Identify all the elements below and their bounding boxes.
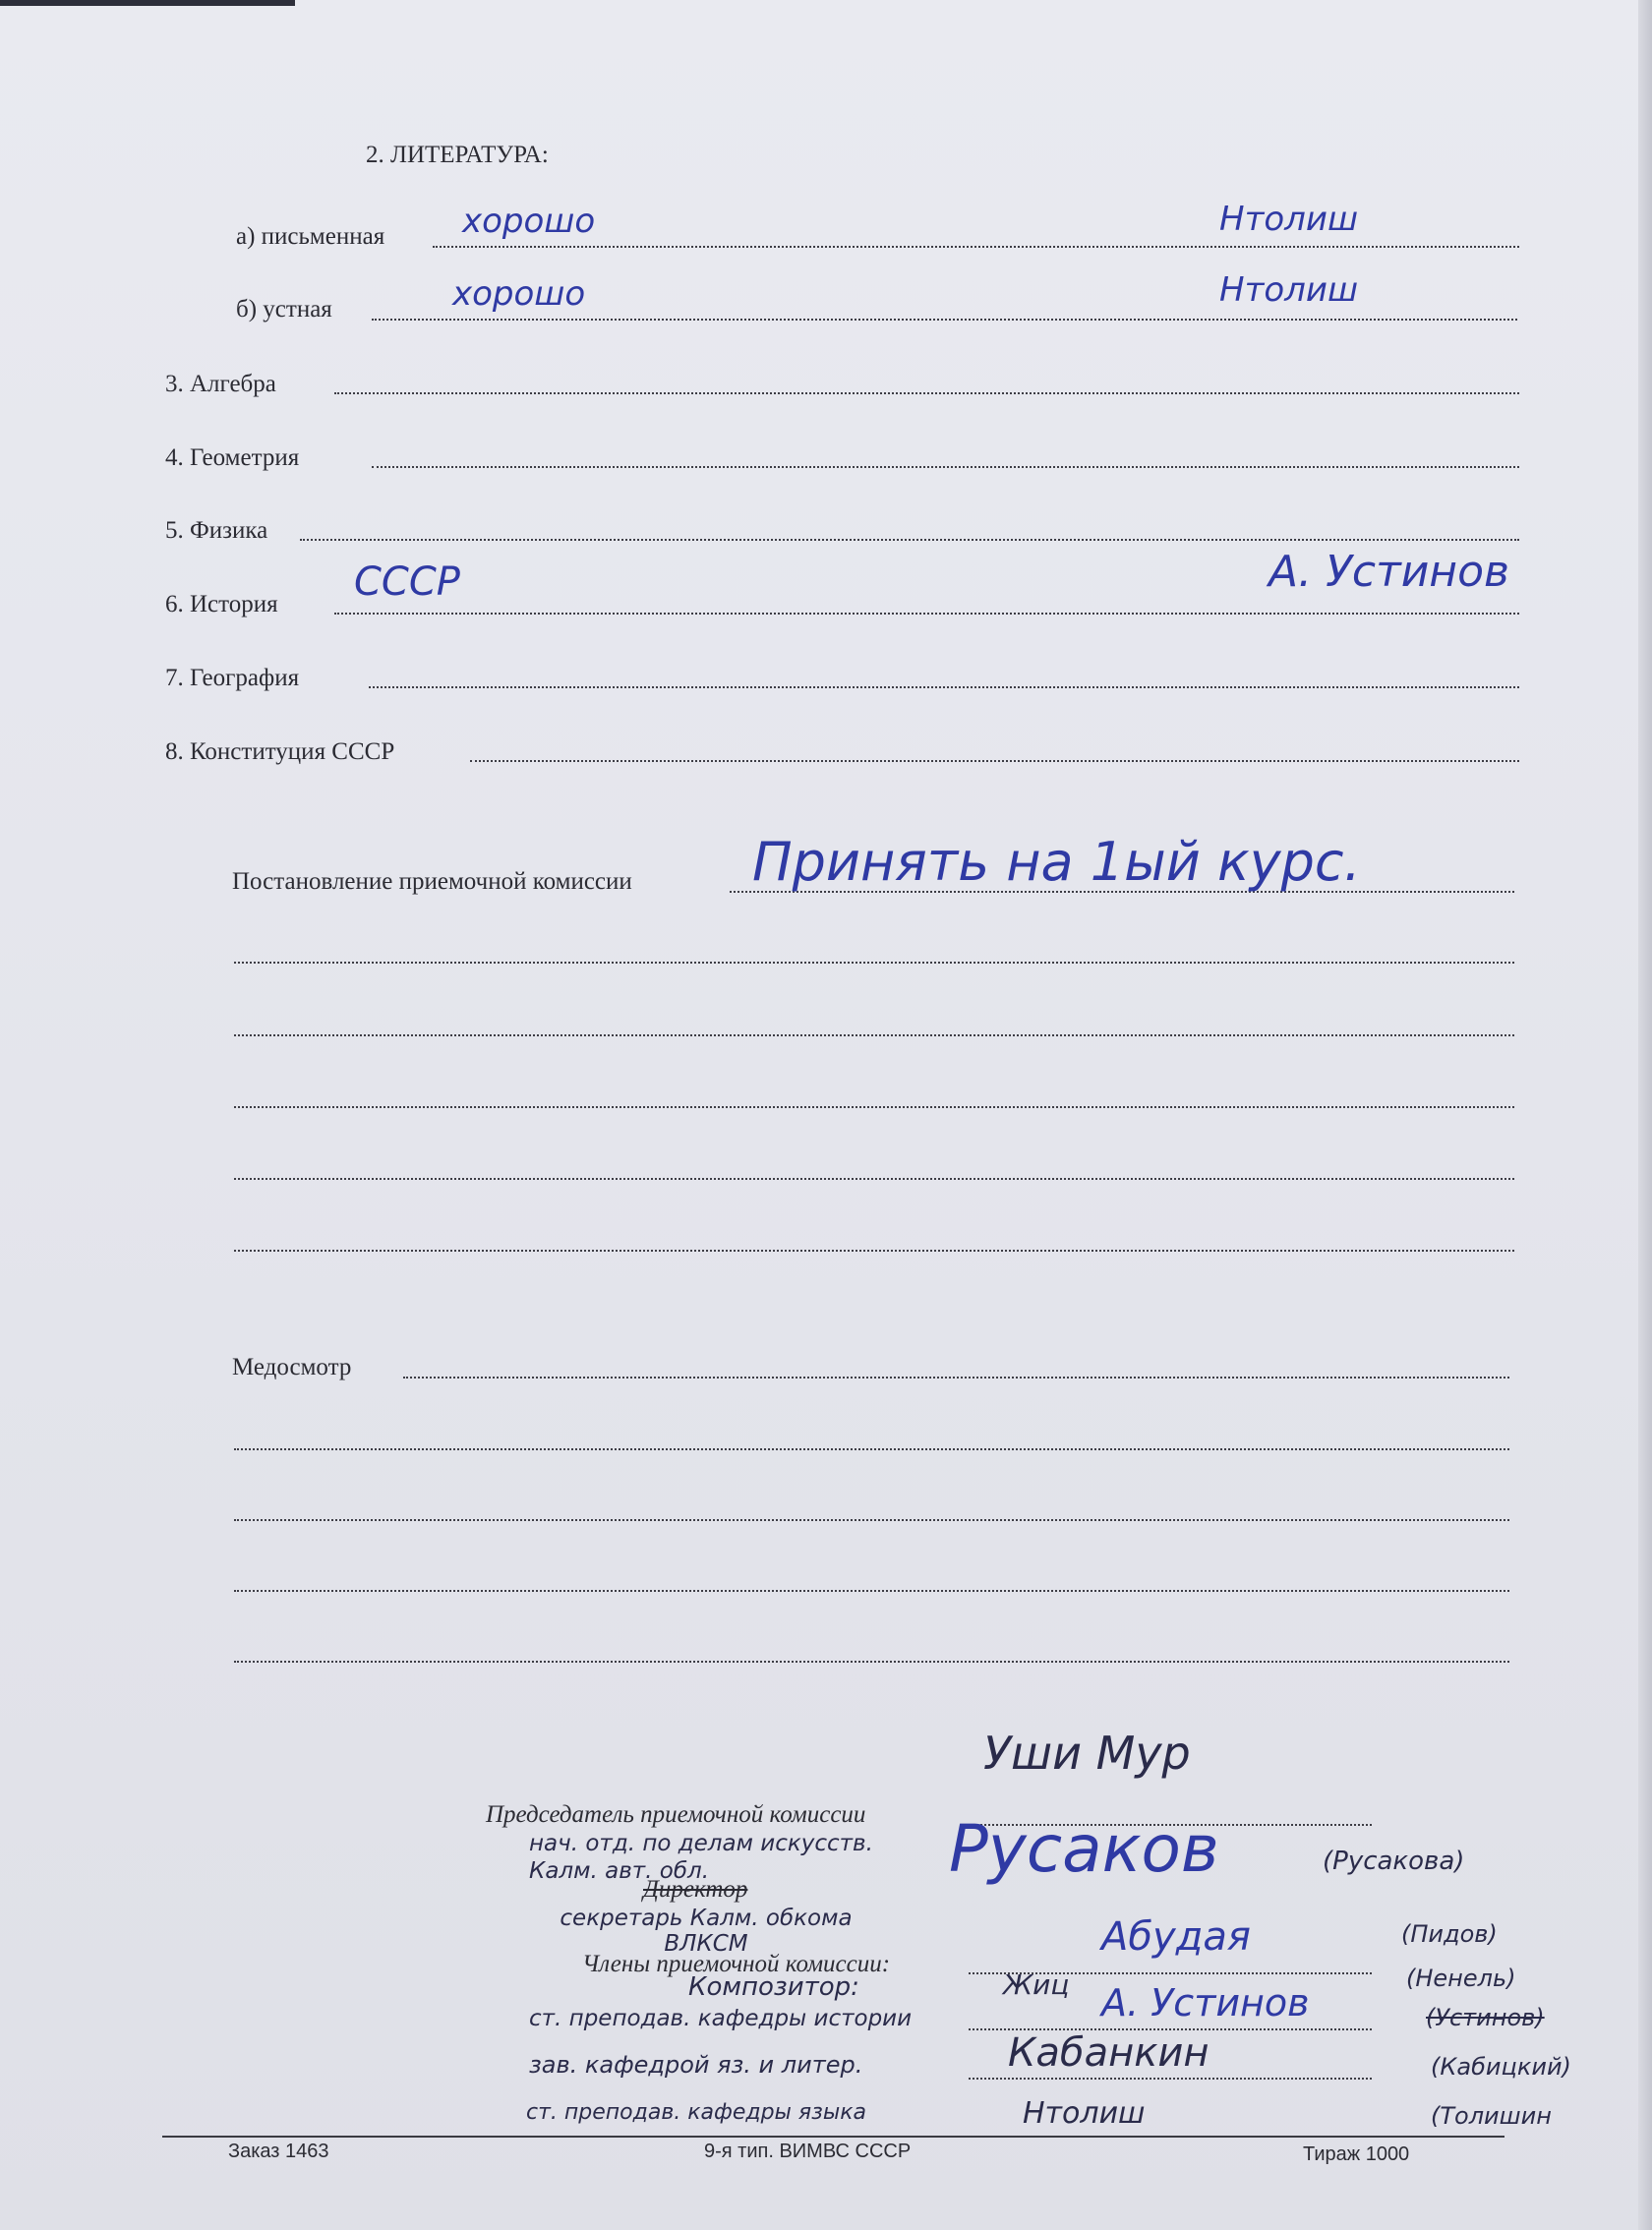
physics-line: [300, 539, 1519, 541]
member5-name: (Толишин: [1431, 2102, 1552, 2130]
chairman-signature: Русаков: [949, 1811, 1219, 1887]
history-label: 6. История: [165, 591, 278, 617]
section-literature-heading: 2. ЛИТЕРАТУРА:: [366, 142, 549, 168]
lit-written-label: а) письменная: [236, 223, 385, 250]
member1-name: (Пидов): [1401, 1920, 1498, 1948]
secretary-note: секретарь Калм. обкома ВЛКСМ: [560, 1906, 853, 1958]
lit-written-examiner: Нтолиш: [1219, 200, 1359, 239]
geography-label: 7. География: [165, 665, 300, 691]
history-examiner: А. Устинов: [1268, 547, 1509, 597]
physics-label: 5. Физика: [165, 517, 268, 544]
chairman-position-note: нач. отд. по делам искусств. Калм. авт. обл.: [529, 1831, 873, 1884]
resolution-line-3: [234, 1034, 1514, 1036]
medical-line-4: [234, 1590, 1509, 1592]
footer-printer: 9-я тип. ВИМВС СССР: [704, 2141, 912, 2162]
resolution-label: Постановление приемочной комиссии: [232, 868, 632, 895]
member5-signature: Нтолиш: [1023, 2096, 1146, 2131]
members-label: Члены приемочной комиссии:: [582, 1951, 891, 1977]
page-edge: [1638, 0, 1652, 2230]
lang-teacher-note: ст. преподав. кафедры языка: [526, 2100, 866, 2125]
resolution-line-5: [234, 1178, 1514, 1180]
member2-name: (Ненель): [1406, 1965, 1516, 1992]
geography-line: [369, 686, 1519, 688]
lit-oral-line: [372, 319, 1517, 321]
medical-line-3: [234, 1519, 1509, 1521]
lit-oral-grade: хорошо: [452, 274, 586, 314]
medical-line-5: [234, 1661, 1509, 1663]
member3-signature: А. Устинов: [1101, 1981, 1310, 2025]
member4-signature: Кабанкин: [1008, 2030, 1210, 2076]
footer-rule: [162, 2136, 1504, 2138]
algebra-line: [334, 392, 1519, 394]
chairman-label: Председатель приемочной комиссии: [486, 1801, 866, 1828]
member2-signature: Жиц: [1003, 1968, 1070, 2001]
history-grade: СССР: [354, 559, 460, 605]
geometry-label: 4. Геометрия: [165, 444, 300, 471]
chairman-name: (Русакова): [1323, 1847, 1465, 1876]
history-teacher-note: ст. преподав. кафедры истории: [529, 2006, 913, 2031]
scan-edge: [0, 0, 295, 6]
footer-print-run: Тираж 1000: [1303, 2143, 1410, 2165]
chairman-extra-sig: Уши Мур: [983, 1727, 1191, 1780]
member1-signature: Абудая: [1101, 1914, 1251, 1960]
lit-oral-label: б) устная: [236, 296, 332, 323]
lit-oral-examiner: Нтолиш: [1219, 270, 1359, 310]
member4-name: (Кабицкий): [1431, 2053, 1571, 2081]
resolution-value: Принять на 1ый курс.: [752, 831, 1361, 893]
member4-line: [969, 2078, 1372, 2080]
director-label: Директор: [643, 1876, 748, 1903]
resolution-line-6: [234, 1250, 1514, 1252]
footer-order: Заказ 1463: [228, 2141, 329, 2162]
algebra-label: 3. Алгебра: [165, 371, 276, 397]
constitution-label: 8. Конституция СССР: [165, 738, 395, 765]
geometry-line: [372, 466, 1519, 468]
lit-written-grade: хорошо: [462, 202, 596, 241]
composer-note: Композитор:: [688, 1972, 859, 2002]
constitution-line: [470, 760, 1519, 762]
member3-name: (Устинов): [1426, 2004, 1545, 2031]
history-line: [334, 613, 1519, 615]
resolution-line-4: [234, 1106, 1514, 1108]
lit-written-line: [433, 246, 1519, 248]
medical-line-2: [234, 1448, 1509, 1450]
medical-label: Медосмотр: [232, 1354, 352, 1380]
medical-line-1: [403, 1377, 1509, 1379]
head-lang-note: зав. кафедрой яз. и литер.: [529, 2051, 863, 2079]
resolution-line-2: [234, 962, 1514, 964]
